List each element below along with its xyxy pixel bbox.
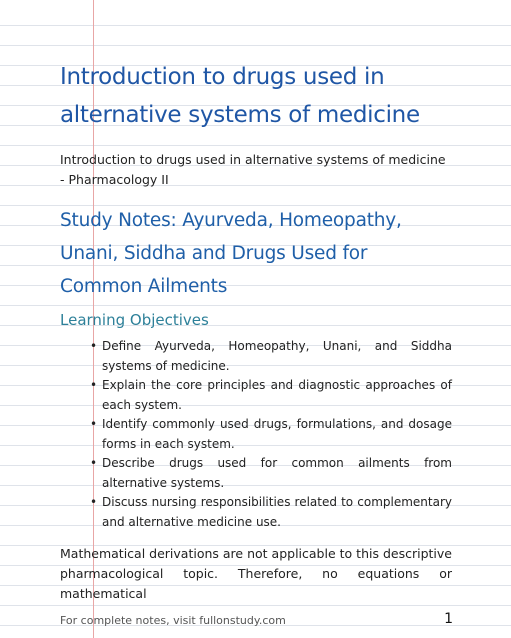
section-title: Study Notes: Ayurveda, Homeopathy, Unani, Siddha and Drugs Used for Common Ailments [60,210,402,297]
footer-link-note: For complete notes, visit fullonstudy.com [60,614,286,627]
document-title: Introduction to drugs used in alternative systems of medicine [60,64,420,128]
objective-item: • Identify commonly used drugs, formulations, and dosage forms in each system. [102,415,452,454]
learning-objectives-list [60,337,452,532]
objective-item: • Define Ayurveda, Homeopathy, Unani, and Siddha systems of medicine. [102,337,452,376]
document-subtitle: Introduction to drugs used in alternative systems of medicine - Pharmacology II [60,152,446,187]
page-content [60,58,452,604]
page-number: 1 [444,611,453,627]
body-paragraph: Mathematical derivations are not applicable to this descriptive pharmacological topic. Therefore, no equations or mathematical [60,546,452,601]
objective-item: • Discuss nursing responsibilities related to complementary and alternative medicine use. [102,493,452,532]
learning-objectives-heading: Learning Objectives [60,311,209,329]
objective-item: • Describe drugs used for common ailments from alternative systems. [102,454,452,493]
objective-item: • Explain the core principles and diagnostic approaches of each system. [102,376,452,415]
